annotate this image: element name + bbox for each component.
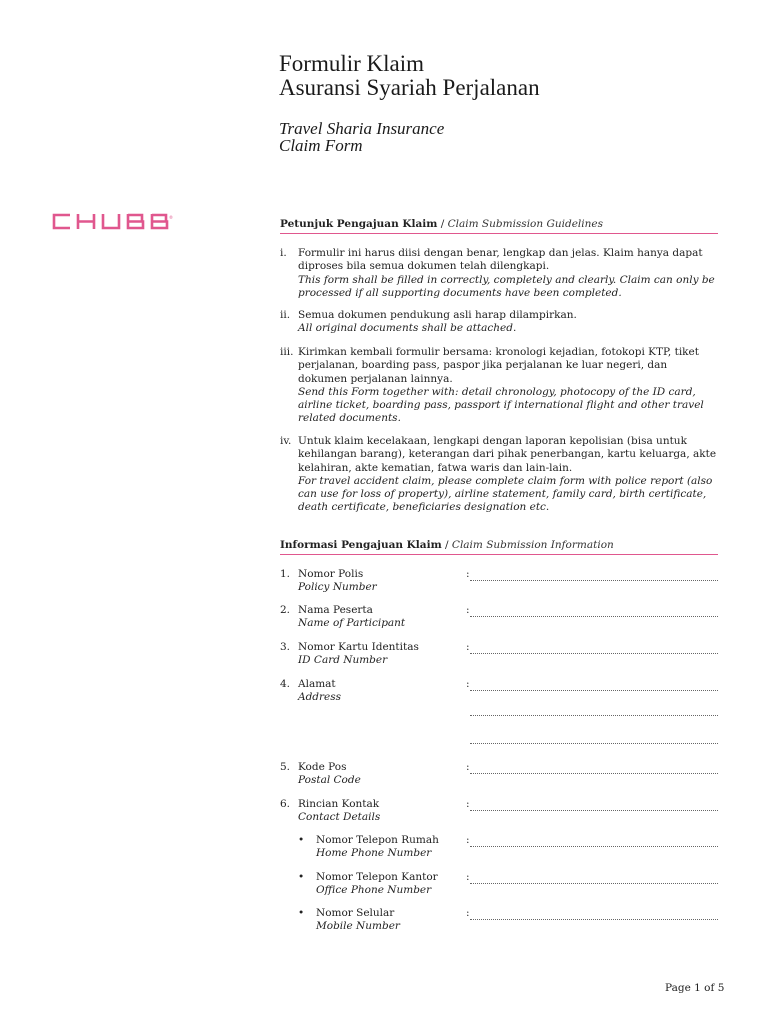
home-phone-field[interactable] (280, 834, 718, 864)
id-card-number-field[interactable] (280, 641, 718, 671)
address-field[interactable] (280, 678, 718, 708)
guideline-text-id: Untuk klaim kecelakaan, lengkapi dengan laporan kepolisian (bisa untuk kehilangan barang), keterangan dari pihak penerbangan, kartu keluarga, akte kelahiran, akte kematian, fatwa waris dan lain-lain. (298, 435, 717, 474)
field-label-en: Contact Details (298, 811, 381, 824)
guideline-item (280, 346, 718, 426)
policy-number-input-line[interactable] (470, 580, 718, 581)
guideline-num: ii. (280, 309, 291, 321)
field-label-id: Nama Peserta (298, 604, 373, 616)
form-subtitle (279, 120, 444, 154)
field-num: 6. (280, 798, 291, 810)
field-num: 4. (280, 678, 291, 690)
guideline-item (280, 435, 718, 515)
form-title (279, 52, 540, 100)
guideline-text-id: Formulir ini harus diisi dengan benar, lengkap dan jelas. Klaim hanya dapat diproses bila semua dokumen telah dilengkapi. (298, 247, 703, 273)
address-input-line-2[interactable] (470, 715, 718, 716)
field-label-en: Office Phone Number (316, 884, 432, 897)
field-label-id: Nomor Kartu Identitas (298, 641, 419, 653)
guideline-text-en: This form shall be filled in correctly, completely and clearly. Claim can only be processed if all supporting documents have been completed. (298, 273, 715, 299)
office-phone-field[interactable] (280, 871, 718, 901)
field-label-id: Nomor Selular (316, 907, 395, 919)
mobile-number-input-line[interactable] (470, 919, 718, 920)
field-label-id: Nomor Telepon Kantor (316, 871, 438, 883)
field-label-en: Postal Code (298, 774, 361, 787)
office-phone-input-line[interactable] (470, 883, 718, 884)
guidelines-heading-id: Petunjuk Pengajuan Klaim (280, 218, 438, 230)
mobile-number-field[interactable] (280, 907, 718, 937)
field-label-en: ID Card Number (298, 654, 388, 667)
bullet: • (298, 871, 305, 883)
chubb-logo-icon (52, 213, 174, 231)
field-label-en: Home Phone Number (316, 847, 432, 860)
subtitle-line-1: Travel Sharia Insurance (279, 119, 445, 138)
field-colon: : (466, 568, 470, 580)
field-colon: : (466, 604, 470, 616)
field-colon: : (466, 834, 470, 846)
title-line-1: Formulir Klaim (279, 51, 425, 76)
info-heading (280, 538, 718, 555)
field-colon: : (466, 641, 470, 653)
guideline-text-en: All original documents shall be attached. (298, 322, 517, 335)
field-num: 2. (280, 604, 291, 616)
guideline-text-id: Kirimkan kembali formulir bersama: kronologi kejadian, fotokopi KTP, tiket perjalanan, boarding pass, paspor jika perjalanan ke luar negeri, dan dokumen perjalanan lainnya. (298, 346, 699, 385)
policy-number-field[interactable] (280, 568, 718, 598)
guideline-text-en: For travel accident claim, please complete claim form with police report (also can use for loss of property), airline statement, family card, birth certificate, death certificate, beneficiaries designation etc. (298, 474, 713, 514)
guideline-text-en: Send this Form together with: detail chronology, photocopy of the ID card, airline ticket, boarding pass, passport if international flight and other travel related documents. (298, 385, 704, 425)
field-colon: : (466, 761, 470, 773)
field-label-en: Policy Number (298, 581, 377, 594)
page-number: Page 1 of 5 (665, 982, 725, 994)
subtitle-line-2: Claim Form (279, 136, 363, 155)
contact-details-input-line[interactable] (470, 810, 718, 811)
field-colon: : (466, 907, 470, 919)
guideline-text-id: Semua dokumen pendukung asli harap dilampirkan. (298, 309, 577, 321)
field-label-en: Mobile Number (316, 920, 400, 933)
title-line-2: Asuransi Syariah Perjalanan (279, 75, 540, 100)
address-input-line-1[interactable] (470, 690, 718, 691)
guidelines-heading (280, 217, 718, 234)
guideline-item (280, 247, 718, 300)
guideline-item (280, 309, 718, 336)
address-input-line-3[interactable] (470, 743, 718, 744)
svg-text:®: ® (169, 215, 173, 220)
guideline-num: i. (280, 247, 287, 259)
chubb-logo (52, 213, 174, 235)
guideline-num: iii. (280, 346, 294, 358)
info-heading-en: Claim Submission Information (451, 539, 614, 551)
field-label-id: Alamat (298, 678, 336, 690)
heading-sep: / (437, 218, 448, 230)
guidelines-heading-en: Claim Submission Guidelines (447, 218, 604, 230)
field-num: 5. (280, 761, 291, 773)
field-label-id: Nomor Polis (298, 568, 364, 580)
participant-name-field[interactable] (280, 604, 718, 634)
field-label-id: Rincian Kontak (298, 798, 380, 810)
id-card-number-input-line[interactable] (470, 653, 718, 654)
bullet: • (298, 834, 305, 846)
field-colon: : (466, 678, 470, 690)
field-num: 1. (280, 568, 291, 580)
field-num: 3. (280, 641, 291, 653)
field-colon: : (466, 798, 470, 810)
bullet: • (298, 907, 305, 919)
field-label-id: Nomor Telepon Rumah (316, 834, 439, 846)
participant-name-input-line[interactable] (470, 616, 718, 617)
field-label-en: Address (298, 691, 342, 704)
heading-sep: / (441, 539, 452, 551)
info-heading-id: Informasi Pengajuan Klaim (280, 539, 442, 551)
field-colon: : (466, 871, 470, 883)
field-label-id: Kode Pos (298, 761, 347, 773)
guideline-num: iv. (280, 435, 292, 447)
contact-details-field[interactable] (280, 798, 718, 828)
postal-code-field[interactable] (280, 761, 718, 791)
field-label-en: Name of Participant (298, 617, 406, 630)
postal-code-input-line[interactable] (470, 773, 718, 774)
home-phone-input-line[interactable] (470, 846, 718, 847)
